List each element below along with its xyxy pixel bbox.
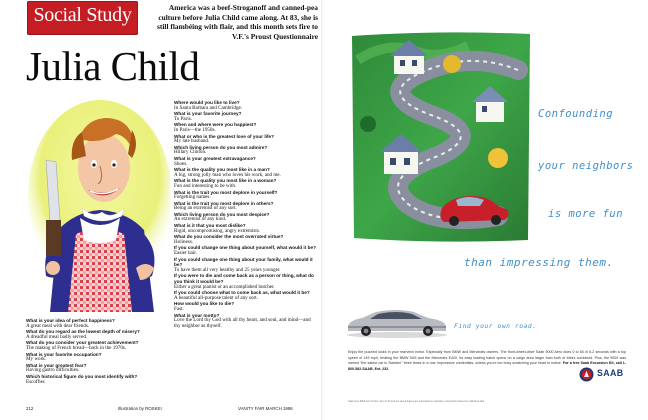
right-page-advertisement <box>324 0 648 420</box>
issue-line: VANITY FAIR MARCH 1996 <box>238 406 293 411</box>
qa-item: If you could change one thing about your family, what would it be? To have them all very healthy and 25 years younger. <box>174 256 313 273</box>
illustration-credit: Illustration by ROSKEI <box>118 406 162 411</box>
qa-item: How would you like to die? Fast. <box>174 301 235 312</box>
page-number: 212 <box>26 406 34 411</box>
ad-call-to-action: For a free Saab Excursion Kit, call 1-800-582-SAAB, Ext. 232. <box>348 361 626 371</box>
qa-item: What is your favorite occupation? My work. <box>26 351 102 363</box>
qa-item: What do you regard as the lowest depth of misery? A dreadful meal badly served. <box>26 329 140 340</box>
headline-line-1: Confounding <box>538 108 614 120</box>
qa-item: What is the trait you most deplore in others? Being an extremist of any sort. <box>174 200 274 212</box>
department-badge <box>27 1 138 35</box>
ad-fine-print: Saab Aero 9000 Aero 5-door. Zero to 60 and top speed figures are manufacturer estimates; comparison based on published data. <box>348 400 485 403</box>
qa-item: Which historical figure do you most identify with? Escoffier. <box>26 373 138 385</box>
ad-body-text: Enjoy the puzzled looks in your rearview mirror. Especially from BMW and Mercedes owners. The front-wheel-drive Saab 9000 Aero does 0 to 60 in 6.2 seconds with a top speed of 149 mph, beating the BMW 540i and the Mercedes E420. Its easy loading hatch opens on a cargo area larger than both of theirs combined. Plus, the 9000 was named "the safest car in Sweden" three times in a row. Impressive credentials, unless you're too busy scratching your head to notice. <box>348 350 626 366</box>
qa-item: What is your greatest fear? Having gastro difficulties. <box>26 362 87 374</box>
qa-item: What is your idea of perfect happiness? A great meal with dear friends. <box>26 318 115 329</box>
qa-item: Which living person do you most despise? An extremist of any kind. <box>174 211 270 223</box>
qa-item: If you could choose what to come back as, what would it be? A beautiful all-purpose talent of any sort. <box>174 290 310 301</box>
qa-item: If you were to die and come back as a person or thing, what do you think it would be? Either a great pianist or an accomplished butcher. <box>174 273 314 290</box>
saab-wordmark: SAAB <box>597 368 624 378</box>
qa-item: What is your favorite journey? To Paris. <box>174 111 242 122</box>
headline-line-4: than impressing them. <box>464 256 614 269</box>
qa-item: What is your greatest extravagance? Shoes. <box>174 155 256 167</box>
qa-item: Which living person do you most admire? Hillary Clinton. <box>174 144 268 156</box>
article-title: Julia Child <box>26 43 200 89</box>
qa-item: What do you consider the most overrated virtue? Holiness. <box>174 234 284 245</box>
saab-griffin-badge-icon <box>579 367 594 382</box>
qa-item: What do you consider your greatest achievement? The making of French bread—back in the 1970s. <box>26 340 139 351</box>
qa-item: If you could change one thing about yourself, what would it be? Easier hair. <box>174 245 316 257</box>
left-page <box>0 0 322 420</box>
qa-item: When and where were you happiest? In Paris—the 1950s. <box>174 122 257 133</box>
department-label: Social Study <box>33 4 132 26</box>
qa-item: Where would you like to live? In Santa Barbara and Cambridge. <box>174 100 243 111</box>
qa-item: What is the quality you most like in a man? A big, strong jolly man who loves his work, and me. <box>174 167 281 178</box>
saab-9000-photo <box>344 304 450 338</box>
article-deck: America was a beef-Stroganoff and canned-pea culture before Julia Child came along. At 83, she is still flambéing with flair, and this month sets fire to V.F.'s Proust Questionnaire <box>157 3 318 41</box>
headline-line-3: is more fun <box>548 208 624 220</box>
qa-item: What is your motto? Love the Lord thy God with all thy heart, and soul, and mind—and thy neighbor as thyself. <box>174 312 311 329</box>
qa-item: What or who is the greatest love of your life? My late husband. <box>174 133 275 145</box>
qa-column-left <box>26 318 166 385</box>
qa-item: What is the trait you most deplore in yourself? Forgetting names. <box>174 189 278 201</box>
qa-column-right <box>174 100 316 329</box>
julia-child-caricature <box>20 100 170 312</box>
ad-tagline: Find your own road. <box>454 322 537 330</box>
headline-line-2: your neighbors <box>538 160 634 172</box>
qa-item: What is the quality you most like in a woman? Fun and interesting to be with. <box>174 178 277 189</box>
winding-road-painting <box>348 30 532 244</box>
qa-item: What is it that you most dislike? Rigid, uncompromising, angry extremists. <box>174 223 261 234</box>
